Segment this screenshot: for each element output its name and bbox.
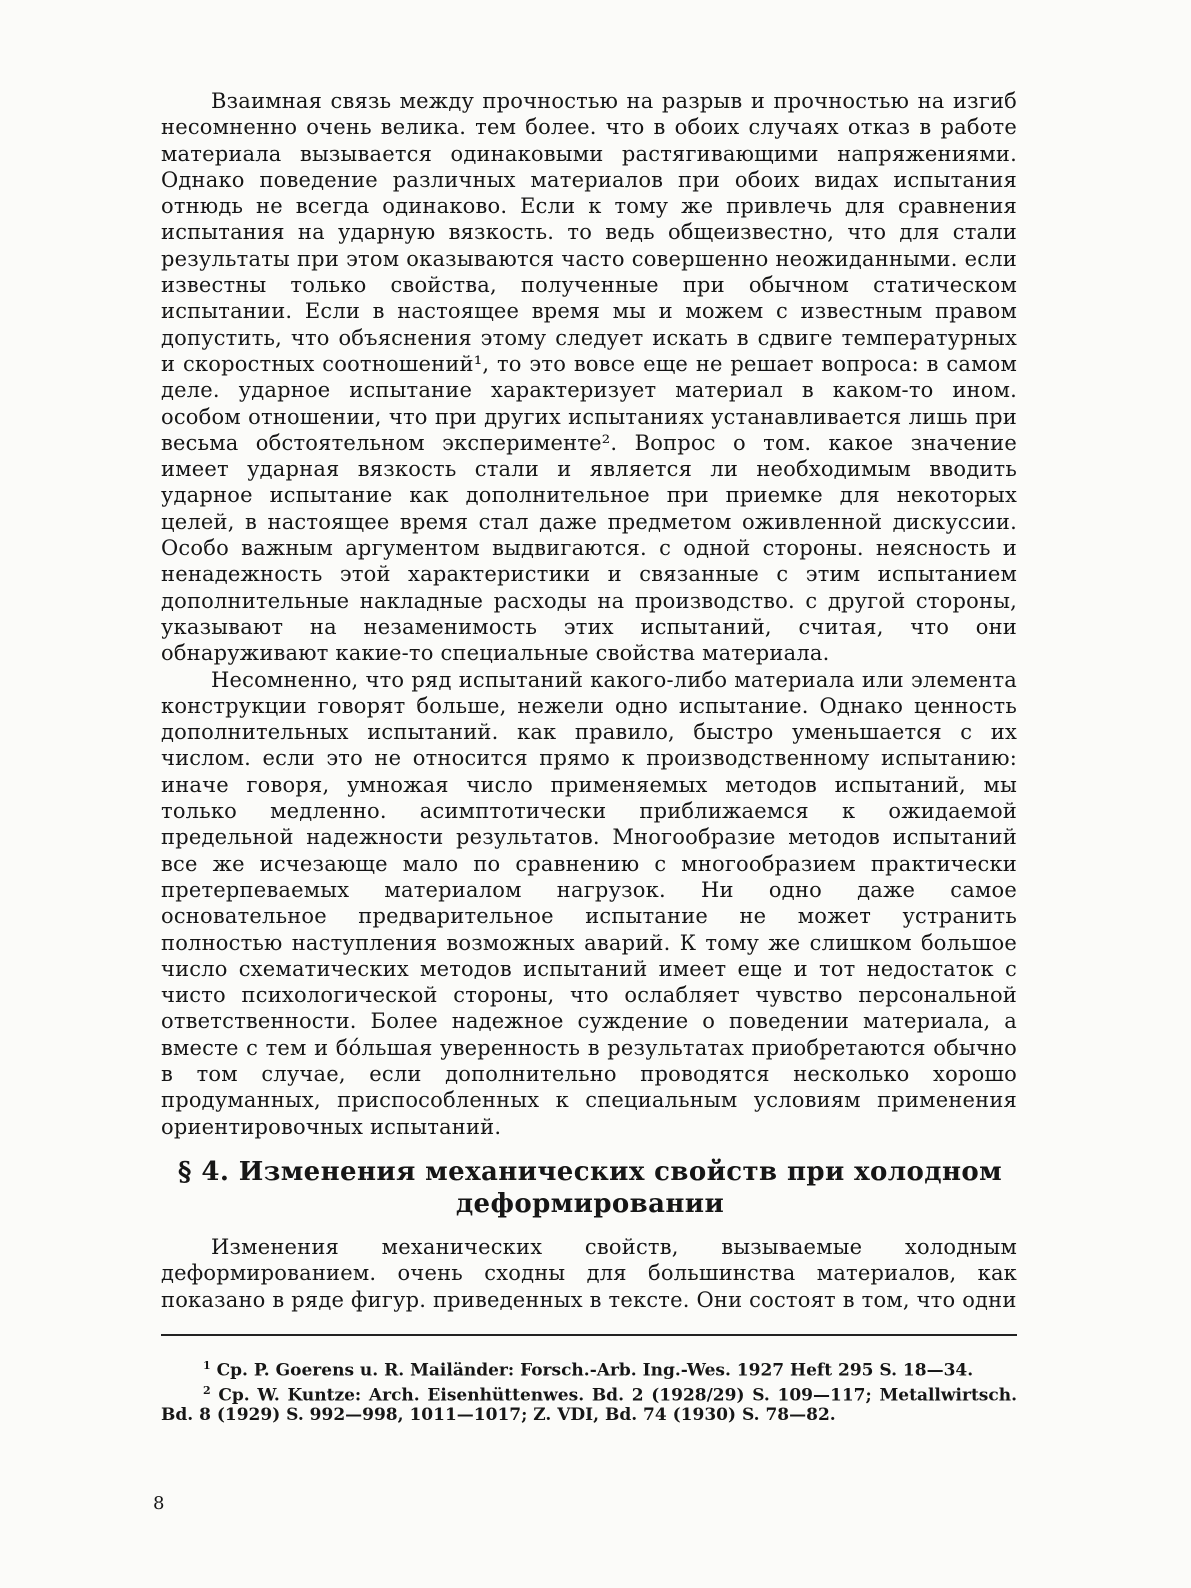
paragraph-impact-testing: Взаимная связь между прочностью на разрыв и прочностью на изгиб несомненно очень велика. тем более. что в обоих случаях отказ в работе материала вызывается одинаковыми растягивающими напряжениями. Однако поведение различных материалов при обоих видах испытания отнюдь не всегда одинаково. Если к тому же привлечь для сравнения испытания на ударную вязкость. то ведь общеизвестно, что для стали результаты при этом оказываются часто совершенно неожиданными. если известны только свойства, полученные при обычном статическом испытании. Если в настоящее время мы и можем с известным правом допустить, что объяснения этому следует искать в сдвиге температурных и скоростных соотношений¹, то это вовсе еще не решает вопроса: в самом деле. ударное испытание характеризует материал в каком-то ином. особом отношении, что при других испытаниях устанавливается лишь при весьма обстоятельном эксперименте². Вопрос о том. какое значение имеет ударная вязкость стали и является ли необходимым вводить ударное испытание как дополнительное при приемке для некоторых целей, в настоящее время стал даже предметом оживленной дискуссии. Особо важным аргументом выдвигаются. с одной стороны. неясность и ненадежность этой характеристики и связанные с этим испытанием дополнительные накладные расходы на производство. с другой стороны, указывают на незаменимость этих испытаний, считая, что они обнаруживают какие-то специальные свойства материала.: [161, 89, 1017, 666]
footnote-1-text: Ср. P. Goerens u. R. Mailänder: Forsch.-Arb. Ing.-Wes. 1927 Heft 295 S. 18—34.: [216, 1360, 974, 1381]
footnote-1: [161, 1356, 1017, 1381]
section-heading: § 4. Изменения механических свойств при холодном деформировании: [177, 1157, 1003, 1219]
paragraph-testing-methods: Несомненно, что ряд испытаний какого-либо материала или элемента конструкции говорят больше, нежели одно испытание. Однако ценность дополнительных испытаний. как правило, быстро уменьшается с их числом. если это не относится прямо к производственному испытанию: иначе говоря, умножая число применяемых методов испытаний, мы только медленно. асимптотически приближаемся к ожидаемой предельной надежности результатов. Многообразие методов испытаний все же исчезающе мало по сравнению с многообразием практически претерпеваемых материалом нагрузок. Ни одно даже самое основательное предварительное испытание не может устранить полностью наступления возможных аварий. К тому же слишком большое число схематических методов испытаний имеет еще и тот недостаток с чисто психологической стороны, что ослабляет чувство персональной ответственности. Более надежное суждение о поведении материала, а вместе с тем и бóльшая уверенность в результатах приобретаются обычно в том случае, если дополнительно проводятся несколько хорошо продуманных, приспособленных к специальным условиям применения ориентировочных испытаний.: [161, 667, 1017, 1139]
footnote-2-text: Ср. W. Kuntze: Arch. Eisenhüttenwes. Bd. 2 (1928/29) S. 109—117; Metallwirtsch. Bd. 8 (1929) S. 992—998, 1011—1017; Z. VDI, Bd. 74 (1930) S. 78—82.: [161, 1385, 1017, 1426]
footnote-2-marker: 2: [203, 1383, 211, 1397]
footnote-divider: [161, 1334, 1017, 1336]
footnote-2: [161, 1381, 1017, 1426]
paragraph-cold-deformation: Изменения механических свойств, вызываемые холодным деформированием. очень сходны для большинства материалов, как показано в ряде фигур. приведенных в тексте. Они состоят в том, что одни: [161, 1235, 1017, 1312]
body-text: [161, 88, 1017, 1140]
section-body: [161, 1234, 1017, 1313]
page-number: 8: [153, 1493, 165, 1514]
footnote-1-marker: 1: [203, 1359, 211, 1372]
footnotes: [161, 1356, 1017, 1425]
